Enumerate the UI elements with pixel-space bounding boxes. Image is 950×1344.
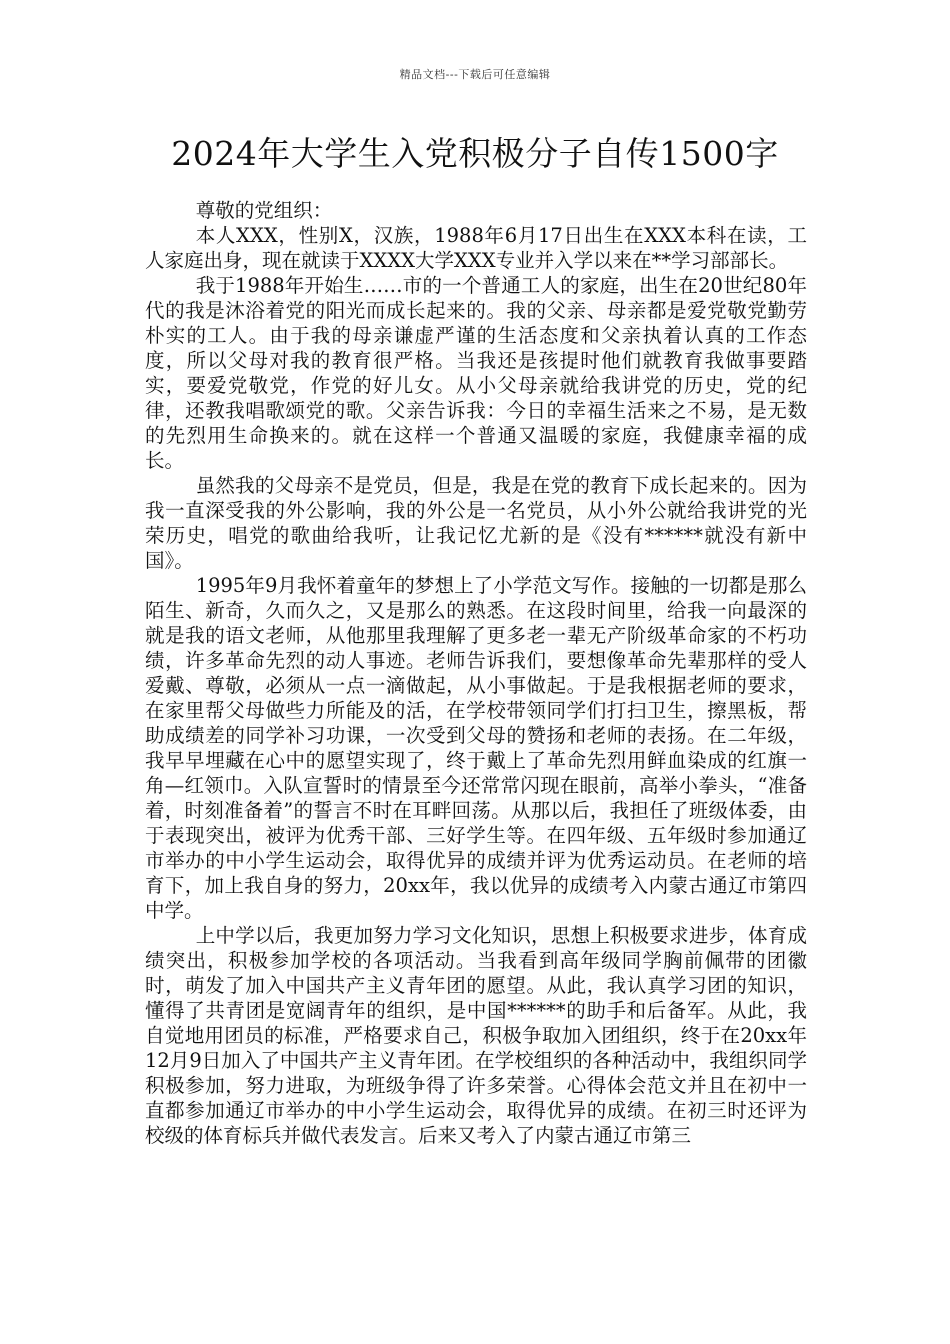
paragraph-family: 我于1988年开始生……市的一个普通工人的家庭，出生在20世纪80年代的我是沐浴着党的阳光而成长起来的。我的父亲、母亲都是爱党敬党勤劳朴实的工人。由于我的母亲谦虚严谨的生活态度和父亲执着认真的工作态度，所以父母对我的教育很严格。当我还是孩提时他们就教育我做事要踏实，要爱党敬党，作党的好儿女。从小父母亲就给我讲党的历史，党的纪律，还教我唱歌颂党的歌。父亲告诉我：今日的幸福生活来之不易，是无数的先烈用生命换来的。就在这样一个普通又温暖的家庭，我健康幸福的成长。 xyxy=(145,274,807,472)
paragraph-grandfather: 虽然我的父母亲不是党员，但是，我是在党的教育下成长起来的。因为我一直深受我的外公影响，我的外公是一名党员，从小外公就给我讲党的光荣历史，唱党的歌曲给我听，让我记忆尤新的是《没有******就没有新中国》。 xyxy=(145,474,807,572)
document-body xyxy=(145,198,807,1148)
paragraph-primary-school: 1995年9月我怀着童年的梦想上了小学范文写作。接触的一切都是那么陌生、新奇，久而久之，又是那么的熟悉。在这段时间里，给我一向最深的就是我的语文老师，从他那里我理解了更多老一辈无产阶级革命家的不朽功绩，许多革命先烈的动人事迹。老师告诉我们，要想像革命先辈那样的受人爱戴、尊敬，必须从一点一滴做起，从小事做起。于是我根据老师的要求，在家里帮父母做些力所能及的活，在学校带领同学们打扫卫生，擦黑板，帮助成绩差的同学补习功课，一次受到父母的赞扬和老师的表扬。在二年级，我早早埋藏在心中的愿望实现了，终于戴上了革命先烈用鲜血染成的红旗一角—红领巾。入队宣誓时的情景至今还常常闪现在眼前，高举小拳头，“准备着，时刻准备着”的誓言不时在耳畔回荡。从那以后，我担任了班级体委，由于表现突出，被评为优秀干部、三好学生等。在四年级、五年级时参加通辽市举办的中小学生运动会，取得优异的成绩并评为优秀运动员。在老师的培育下，加上我自身的努力，20xx年，我以优异的成绩考入内蒙古通辽市第四中学。 xyxy=(145,574,807,922)
paragraph-middle-school: 上中学以后，我更加努力学习文化知识，思想上积极要求进步，体育成绩突出，积极参加学校的各项活动。当我看到高年级同学胸前佩带的团徽时，萌发了加入中国共产主义青年团的愿望。从此，我认真学习团的知识，懂得了共青团是宽阔青年的组织，是中国******的助手和后备军。从此，我自觉地用团员的标准，严格要求自己，积极争取加入团组织，终于在20xx年12月9日加入了中国共产主义青年团。在学校组织的各种活动中，我组织同学积极参加，努力进取，为班级争得了许多荣誉。心得体会范文并且在初中一直都参加通辽市举办的中小学生运动会，取得优异的成绩。在初三时还评为校级的体育标兵并做代表发言。后来又考入了内蒙古通辽市第三 xyxy=(145,924,807,1147)
document-title: 2024年大学生入党积极分子自传1500字 xyxy=(171,134,779,173)
paragraph-intro: 本人XXX，性别X，汉族，1988年6月17日出生在XXX本科在读，工人家庭出身，现在就读于XXXX大学XXX专业并入学以来在**学习部部长。 xyxy=(145,224,807,272)
header-note: 精品文档---下载后可任意编辑 xyxy=(399,68,551,81)
salutation: 尊敬的党组织： xyxy=(195,199,333,222)
